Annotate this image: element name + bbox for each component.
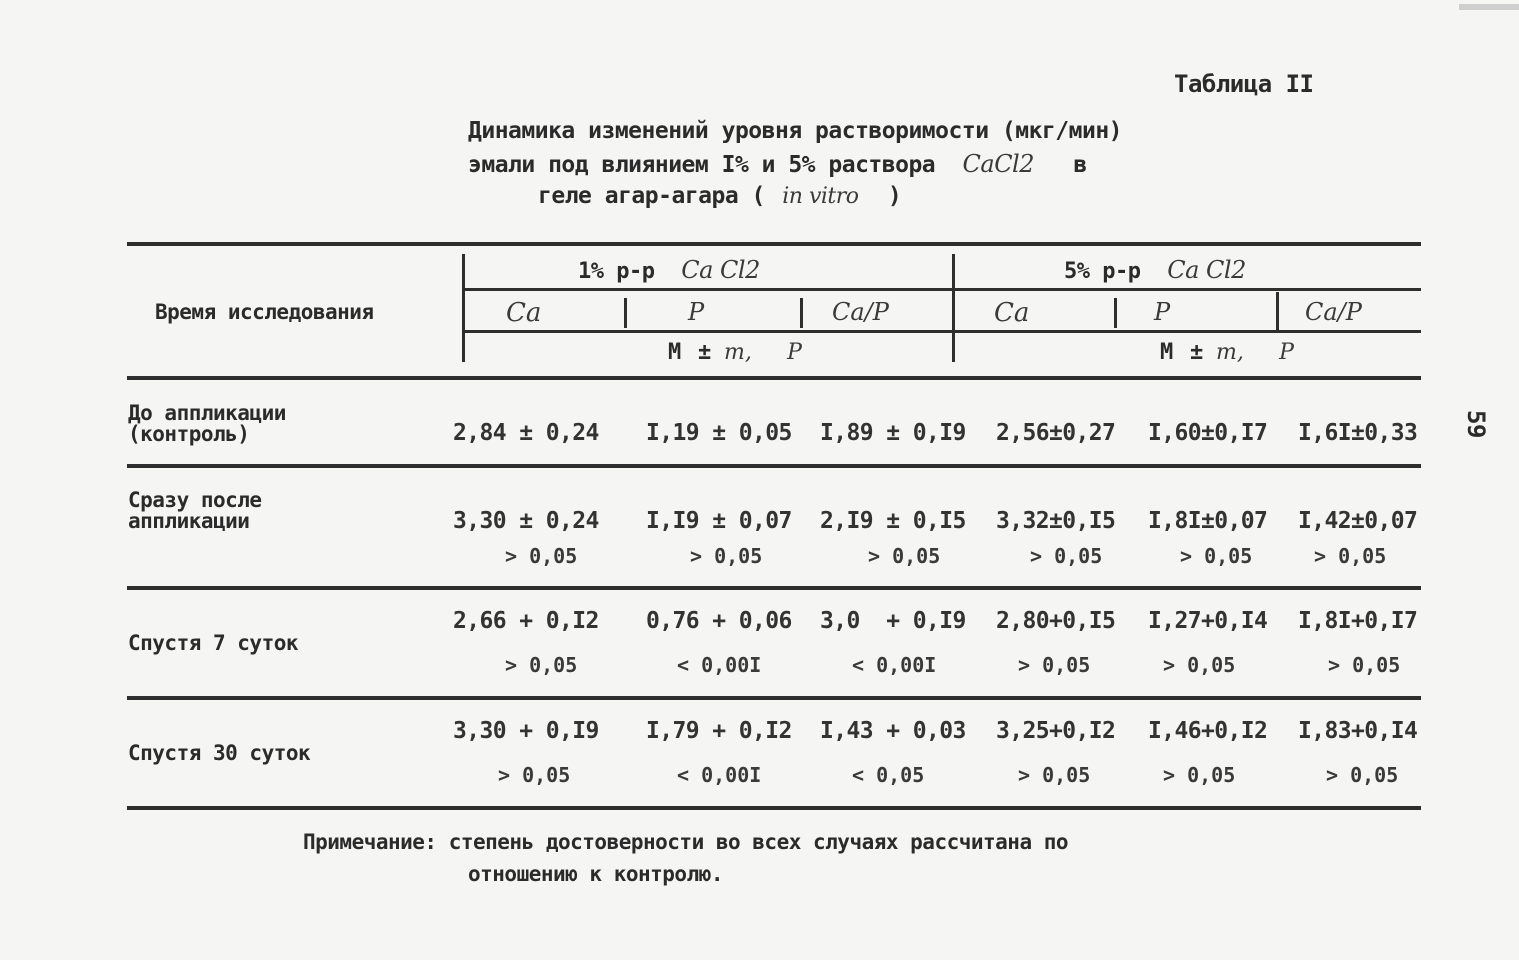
- row-4-p-1: > 0,05: [498, 763, 571, 787]
- row-2-label-line-1: Сразу после: [128, 488, 262, 512]
- row-3-value-6: I,8I+0,I7: [1298, 608, 1418, 634]
- title-line-3: [538, 183, 901, 209]
- row-2-value-5: I,8I±0,07: [1148, 508, 1268, 534]
- group-2-prefix: 5% р-р: [1064, 259, 1141, 284]
- table-top-rule: [127, 242, 1421, 246]
- row-3-value-4: 2,80+0,I5: [996, 608, 1116, 634]
- row-1-value-4: 2,56±0,27: [996, 420, 1116, 446]
- row-3-label: Спустя 7 суток: [128, 631, 299, 655]
- stat-line-1: [668, 340, 802, 365]
- row-4-p-4: > 0,05: [1018, 763, 1091, 787]
- row-2-p-5: > 0,05: [1180, 544, 1253, 568]
- sub-ca-1: Ca: [506, 298, 542, 328]
- title-line-3-end: ): [887, 183, 902, 209]
- title-in-vitro-handwritten: in vitro: [782, 184, 859, 209]
- sub-ca-p-1: Ca/P: [832, 298, 889, 326]
- row-4-p-3: < 0,05: [852, 763, 925, 787]
- note-line-2: отношению к контролю.: [468, 862, 724, 886]
- row-2-p-3: > 0,05: [868, 544, 941, 568]
- row-2-p-6: > 0,05: [1314, 544, 1387, 568]
- group-1-formula: Ca Cl2: [681, 256, 760, 284]
- header-sub-divider-4: [1276, 292, 1279, 330]
- row-2-p-4: > 0,05: [1030, 544, 1103, 568]
- header-sub-divider-2: [800, 298, 803, 328]
- row-2-p-2: > 0,05: [690, 544, 763, 568]
- row-4-p-5: > 0,05: [1163, 763, 1236, 787]
- row-1-value-6: I,6I±0,33: [1298, 420, 1418, 446]
- row-3-value-2: 0,76 + 0,06: [646, 608, 792, 634]
- row-3-p-4: > 0,05: [1018, 653, 1091, 677]
- row-1-label-line-2: (контроль): [128, 422, 250, 446]
- row-3-p-2: < 0,00I: [677, 653, 762, 677]
- row-4-value-4: 3,25+0,I2: [996, 718, 1116, 744]
- group-2-formula: Ca Cl2: [1167, 256, 1246, 284]
- header-sub-divider-3: [1114, 298, 1117, 328]
- title-line-2-end: в: [1073, 152, 1087, 178]
- title-formula-handwritten: CaCl2: [962, 150, 1034, 178]
- row-4-value-3: I,43 + 0,03: [820, 718, 966, 744]
- row-3-p-5: > 0,05: [1163, 653, 1236, 677]
- row-divider-2: [127, 586, 1421, 590]
- row-1-value-3: I,89 ± 0,I9: [820, 420, 966, 446]
- row-1-value-1: 2,84 ± 0,24: [453, 420, 599, 446]
- title-line-2: [468, 150, 1087, 178]
- header-sub-divider-1: [624, 298, 627, 328]
- row-header-label: Время исследования: [155, 300, 374, 324]
- sub-p-1: P: [688, 298, 705, 326]
- sub-p-2: P: [1154, 298, 1171, 326]
- title-line-1: Динамика изменений уровня растворимости (мкг/мин): [468, 118, 1123, 144]
- group-2-header: [1064, 256, 1246, 284]
- title-line-3-text: геле агар-агара (: [538, 183, 765, 209]
- row-4-value-6: I,83+0,I4: [1298, 718, 1418, 744]
- stat-line-2: [1160, 340, 1294, 365]
- stat-m-2: М: [1160, 340, 1173, 365]
- row-2-value-3: 2,I9 ± 0,I5: [820, 508, 966, 534]
- row-2-value-4: 3,32±0,I5: [996, 508, 1116, 534]
- row-1-value-2: I,19 ± 0,05: [646, 420, 792, 446]
- stat-m-1: М: [668, 340, 681, 365]
- header-left-vline: [462, 254, 465, 362]
- row-divider-3: [127, 696, 1421, 700]
- row-2-label-line-2: аппликации: [128, 509, 250, 533]
- row-3-value-5: I,27+0,I4: [1148, 608, 1268, 634]
- row-3-p-3: < 0,00I: [852, 653, 937, 677]
- group-1-header: [578, 256, 760, 284]
- row-2-p-1: > 0,05: [505, 544, 578, 568]
- sub-ca-2: Ca: [994, 298, 1030, 328]
- header-sub-rule: [463, 330, 1421, 333]
- title-line-2-text: эмали под влиянием I% и 5% раствора: [468, 152, 936, 178]
- sub-ca-p-2: Ca/P: [1305, 298, 1362, 326]
- stat-p-1: P: [787, 340, 802, 365]
- header-bottom-rule: [127, 376, 1421, 380]
- row-3-p-6: > 0,05: [1328, 653, 1401, 677]
- table-label: Таблица II: [1174, 70, 1314, 98]
- note-line-1: Примечание: степень достоверности во всех случаях рассчитана по: [303, 830, 1069, 854]
- stat-p-2: P: [1279, 340, 1294, 365]
- stat-small-m-1: m,: [724, 340, 752, 365]
- table-bottom-rule: [127, 806, 1421, 810]
- row-4-label: Спустя 30 суток: [128, 741, 311, 765]
- page-number: 59: [1461, 410, 1490, 438]
- row-3-value-3: 3,0 + 0,I9: [820, 608, 966, 634]
- group-1-prefix: 1% р-р: [578, 259, 655, 284]
- row-divider-1: [127, 464, 1421, 468]
- row-1-label-line-1: До аппликации: [128, 401, 286, 425]
- row-1-value-5: I,60±0,I7: [1148, 420, 1268, 446]
- row-2-value-1: 3,30 ± 0,24: [453, 508, 599, 534]
- row-4-value-2: I,79 + 0,I2: [646, 718, 792, 744]
- row-2-value-6: I,42±0,07: [1298, 508, 1418, 534]
- header-group-divider: [952, 254, 955, 362]
- stat-pm-2: ±: [1190, 340, 1203, 365]
- row-4-value-5: I,46+0,I2: [1148, 718, 1268, 744]
- row-4-value-1: 3,30 + 0,I9: [453, 718, 599, 744]
- header-group-rule: [463, 288, 1421, 291]
- row-2-value-2: I,I9 ± 0,07: [646, 508, 792, 534]
- row-4-p-6: > 0,05: [1326, 763, 1399, 787]
- stat-small-m-2: m,: [1216, 340, 1244, 365]
- stat-pm-1: ±: [698, 340, 711, 365]
- scan-edge-artifact: [1459, 4, 1519, 10]
- row-4-p-2: < 0,00I: [677, 763, 762, 787]
- row-3-p-1: > 0,05: [505, 653, 578, 677]
- row-3-value-1: 2,66 + 0,I2: [453, 608, 599, 634]
